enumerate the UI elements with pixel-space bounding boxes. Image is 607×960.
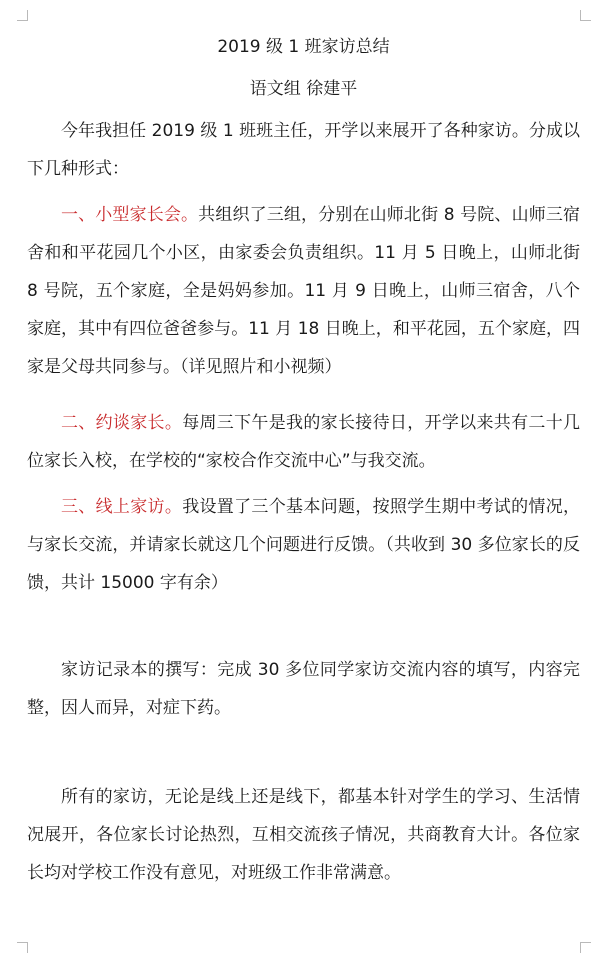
page-corner-mark-bottom-left	[17, 942, 28, 953]
document-title: 2019 级 1 班家访总结	[217, 37, 390, 57]
record-paragraph: 家访记录本的撰写：完成 30 多位同学家访交流内容的填写，内容完整，因人而异，对症下药。	[27, 660, 580, 718]
intro-paragraph: 今年我担任 2019 级 1 班班主任，开学以来展开了各种家访。分成以下几种形式：	[27, 121, 580, 179]
section-heading: 三、线上家访。	[61, 497, 183, 517]
page-corner-mark-top-right	[580, 10, 591, 21]
section-small-parent-meeting	[27, 196, 580, 386]
section-heading: 一、小型家长会。	[61, 205, 199, 225]
section-parent-interview	[27, 404, 580, 480]
page-corner-mark-bottom-right	[580, 942, 591, 953]
author-line: 语文组 徐建平	[249, 79, 358, 99]
section-online-visit	[27, 488, 580, 602]
section-body: 共组织了三组，分别在山师北街 8 号院、山师三宿舍和和平花园几个小区，由家委会负责组织。11 月 5 日晚上，山师北街 8 号院，五个家庭，全是妈妈参加。11 月 9 日晚上，山师三宿舍，八个家庭，其中有四位爸爸参与。11 月 18 日晚上，和平花园，五个家庭，四家是父母共同参与。（详见照片和小视频）	[27, 205, 581, 377]
section-body: 我设置了三个基本问题，按照学生期中考试的情况，与家长交流，并请家长就这几个问题进行反馈。（共收到 30 多位家长的反馈，共计 15000 字有余）	[27, 497, 581, 593]
page-corner-mark-top-left	[17, 10, 28, 21]
summary-paragraph: 所有的家访，无论是线上还是线下，都基本针对学生的学习、生活情况展开，各位家长讨论热烈，互相交流孩子情况，共商教育大计。各位家长均对学校工作没有意见，对班级工作非常满意。	[27, 787, 580, 883]
section-heading: 二、约谈家长。	[61, 413, 183, 433]
section-body: 每周三下午是我的家长接待日，开学以来共有二十几位家长入校，在学校的“家校合作交流中心”与我交流。	[27, 413, 581, 471]
